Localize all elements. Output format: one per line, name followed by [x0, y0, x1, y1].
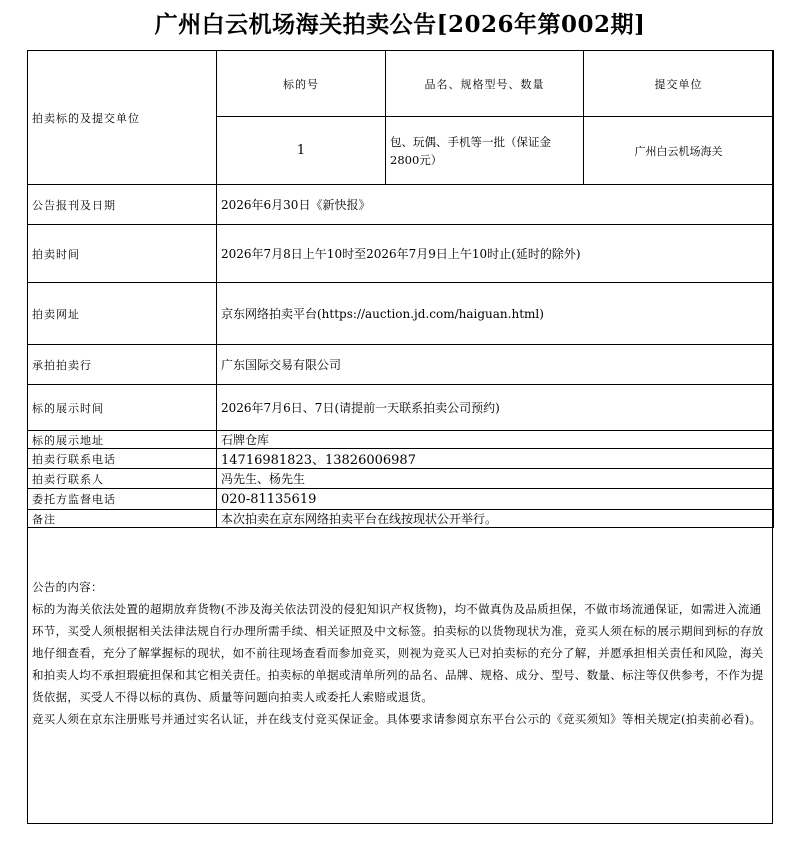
row-label-auction-url: 拍卖网址: [28, 283, 217, 345]
row-value-auction-time: 2026年7月8日上午10时至2026年7月9日上午10时止(延时的除外): [217, 225, 774, 283]
row-value-display-time: 2026年7月6日、7日(请提前一天联系拍卖公司预约): [217, 385, 774, 431]
row-label-display-address: 标的展示地址: [28, 431, 217, 449]
lot-item: 包、玩偶、手机等一批（保证金2800元）: [386, 117, 584, 185]
row-label-auction-time: 拍卖时间: [28, 225, 217, 283]
row-label-contact-person: 拍卖行联系人: [28, 469, 217, 489]
row-label-announcement: 公告报刊及日期: [28, 185, 217, 225]
lot-no: 1: [217, 117, 386, 185]
row-value-auction-house: 广东国际交易有限公司: [217, 345, 774, 385]
row-label-display-time: 标的展示时间: [28, 385, 217, 431]
header-lot-no: 标的号: [217, 51, 386, 117]
row-label-contact-phone: 拍卖行联系电话: [28, 449, 217, 469]
announcement-content: [32, 576, 768, 730]
lot-section-label: 拍卖标的及提交单位: [28, 51, 217, 185]
row-value-contact-phone: 14716981823、13826006987: [217, 449, 774, 469]
row-value-display-address: 石牌仓库: [217, 431, 774, 449]
row-label-auction-house: 承拍拍卖行: [28, 345, 217, 385]
row-value-auction-url[interactable]: 京东网络拍卖平台(https://auction.jd.com/haiguan.html): [217, 283, 774, 345]
page-title: 广州白云机场海关拍卖公告[2026年第002期]: [154, 11, 646, 38]
row-value-supervision-phone: 020-81135619: [217, 489, 774, 510]
row-value-announcement: 2026年6月30日《新快报》: [217, 185, 774, 225]
lot-unit: 广州白云机场海关: [584, 117, 774, 185]
row-label-remarks: 备注: [28, 510, 217, 528]
row-label-supervision-phone: 委托方监督电话: [28, 489, 217, 510]
content-heading: 公告的内容：: [32, 580, 103, 594]
content-paragraph-1: 标的为海关依法处置的超期放弃货物(不涉及海关依法罚没的侵犯知识产权货物)，均不做真伪及品质担保，不做市场流通保证，如需进入流通环节，买受人须根据相关法律法规自行办理所需手续、相关证照及中文标签。拍卖标的以货物现状为准，竞买人须在标的展示期间到标的存放地仔细查看，充分了解掌握标的现状，如不前往现场查看而参加竞买，则视为竞买人已对拍卖标的充分了解，并愿承担相关责任和风险，海关和拍卖人均不承担瑕疵担保和其它相关责任。拍卖标的单据或清单所列的品名、品牌、规格、成分、型号、数量、标注等仅供参考，不作为提货依据，买受人不得以标的真伪、质量等问题向拍卖人或委托人索赔或退货。: [32, 602, 764, 704]
header-item: 品名、规格型号、数量: [386, 51, 584, 117]
row-value-contact-person: 冯先生、杨先生: [217, 469, 774, 489]
row-value-remarks: 本次拍卖在京东网络拍卖平台在线按现状公开举行。: [217, 510, 774, 528]
content-paragraph-2: 竞买人须在京东注册账号并通过实名认证，并在线支付竞买保证金。具体要求请参阅京东平台公示的《竞买须知》等相关规定(拍卖前必看)。: [32, 712, 762, 726]
auction-info-table: [27, 50, 774, 528]
header-unit: 提交单位: [584, 51, 774, 117]
